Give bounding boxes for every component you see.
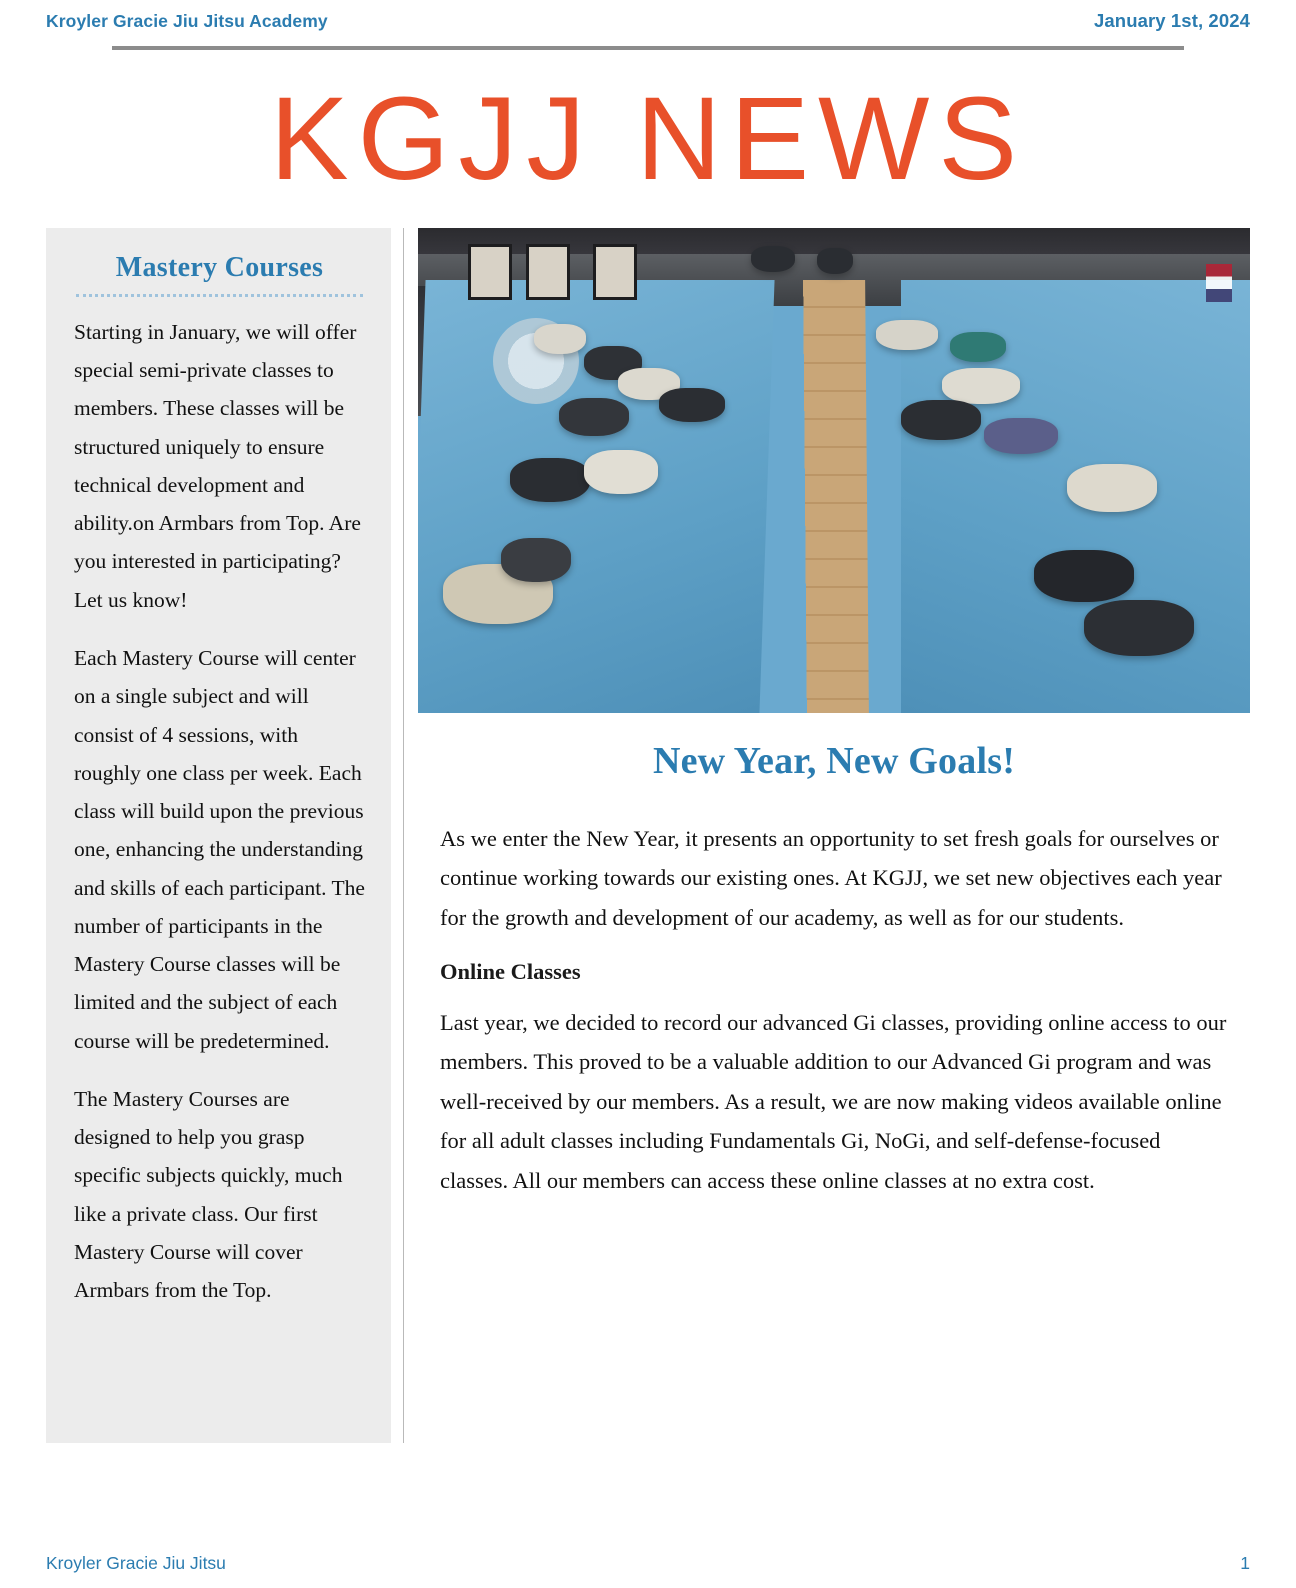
article-body bbox=[418, 819, 1250, 1200]
masthead bbox=[46, 0, 1250, 32]
article-intro-paragraph: As we enter the New Year, it presents an opportunity to set fresh goals for ourselves or continue working towards our existing ones. At KGJJ, we set new objectives each year for the growth and development of our academy, as well as for our students. bbox=[440, 825, 1222, 930]
photo-student bbox=[1084, 600, 1194, 656]
academy-photo bbox=[418, 228, 1250, 713]
article-headline: New Year, New Goals! bbox=[652, 739, 1016, 782]
photo-student bbox=[942, 368, 1020, 404]
photo-left-mat bbox=[418, 280, 775, 713]
photo-student bbox=[1067, 464, 1157, 512]
photo-student bbox=[950, 332, 1006, 362]
header-divider bbox=[112, 46, 1184, 50]
photo-student bbox=[984, 418, 1058, 454]
sidebar-paragraph: Each Mastery Course will center on a single subject and will consist of 4 sessions, with roughly one class per week. Each class will build upon the previous one, enhancing the understanding and skills of each participant. The number of participants in the Mastery Course classes will be limited and the subject of each course will be predetermined. bbox=[74, 646, 365, 1053]
sidebar-paragraph: The Mastery Courses are designed to help you grasp specific subjects quickly, much like a private class. Our first Mastery Course will cover Armbars from the Top. bbox=[74, 1086, 343, 1303]
academy-name: Kroyler Gracie Jiu Jitsu Academy bbox=[46, 11, 328, 31]
photo-flag bbox=[1206, 264, 1232, 302]
footer bbox=[46, 1553, 1250, 1574]
photo-wood-walkway bbox=[803, 280, 869, 713]
photo-student bbox=[751, 246, 795, 272]
main-column bbox=[418, 228, 1250, 1443]
photo-student bbox=[659, 388, 725, 422]
content-area bbox=[46, 228, 1250, 1443]
sidebar-title: Mastery Courses bbox=[115, 251, 324, 283]
page-title: KGJJ NEWS bbox=[269, 73, 1027, 205]
photo-wall-frame bbox=[468, 244, 512, 300]
article-section-heading: Online Classes bbox=[440, 959, 581, 985]
footer-academy-name: Kroyler Gracie Jiu Jitsu bbox=[46, 1553, 226, 1573]
sidebar-mastery-courses bbox=[46, 228, 391, 1443]
photo-wall-frame bbox=[526, 244, 570, 300]
photo-student bbox=[1034, 550, 1134, 602]
photo-student bbox=[817, 248, 853, 274]
photo-student bbox=[501, 538, 571, 582]
photo-student bbox=[876, 320, 938, 350]
photo-wall-frame bbox=[593, 244, 637, 300]
issue-date: January 1st, 2024 bbox=[1094, 10, 1250, 31]
photo-student bbox=[584, 450, 658, 494]
sidebar-paragraph: Starting in January, we will offer special semi-private classes to members. These classes will be structured uniquely to ensure technical development and ability.on Armbars from Top. Are you interested in participating? Let us know! bbox=[74, 319, 361, 612]
photo-student bbox=[510, 458, 590, 502]
article-section-paragraph: Last year, we decided to record our advanced Gi classes, providing online access to our members. This proved to be a valuable addition to our Advanced Gi program and was well-received by our members. As a result, we are now making videos available online for all adult classes including Fundamentals Gi, NoGi, and self-defense-focused classes. All our members can access these online classes at no extra cost. bbox=[440, 1010, 1227, 1193]
photo-student bbox=[901, 400, 981, 440]
sidebar-dotted-divider bbox=[76, 294, 363, 297]
photo-student bbox=[559, 398, 629, 436]
footer-page-number: 1 bbox=[1240, 1553, 1250, 1573]
column-divider bbox=[403, 228, 404, 1443]
photo-student bbox=[534, 324, 586, 354]
